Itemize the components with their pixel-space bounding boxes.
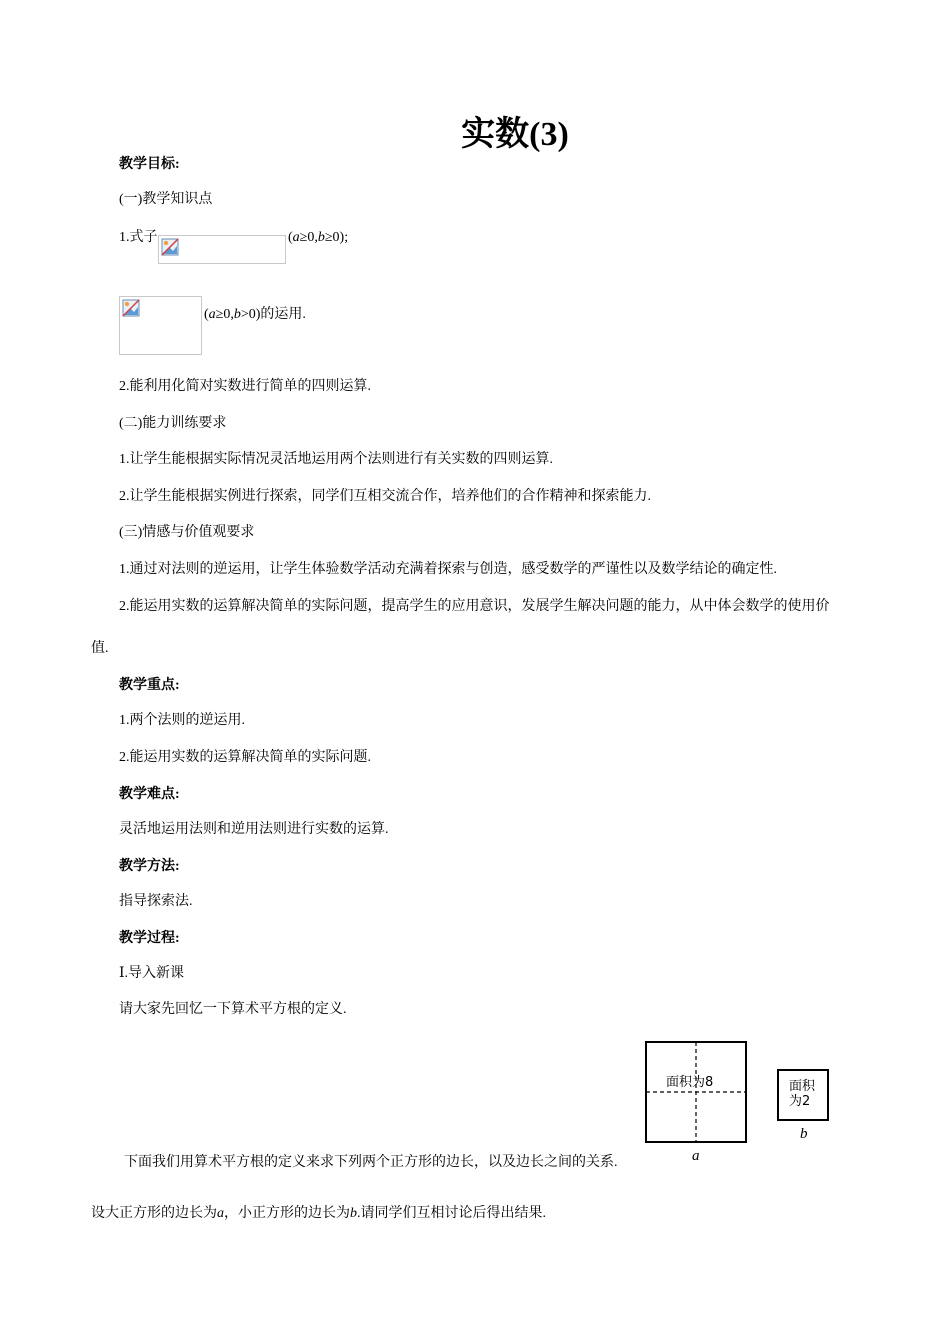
small-square-label-1: 面积 [789,1079,816,1094]
page-title: 实数(3) [461,116,569,153]
formula-image-2 [119,296,202,355]
method-1: 指导探索法. [119,894,193,909]
formula-image-1 [158,235,286,264]
broken-image-icon [122,299,140,317]
k2-text: 2.能利用化简对实数进行简单的四则运算. [119,379,371,394]
ability-2: 2.让学生能根据实例进行探索，同学们互相交流合作，培养他们的合作精神和探索能力. [119,489,651,504]
emotion-2-line2: 值. [91,641,109,656]
difficulty-heading: 教学难点: [119,787,180,802]
k1-condition: (a≥0,b≥0); [288,230,349,245]
broken-image-icon [161,238,179,256]
key-heading: 教学重点: [119,678,180,693]
emotion-2-line1: 2.能运用实数的运算解决简单的实际问题，提高学生的应用意识，发展学生解决问题的能力，从中体会数学的使用价 [119,599,830,614]
process-heading: 教学过程: [119,931,180,946]
process-1: Ⅰ.导入新课 [119,966,185,981]
k1-prefix: 1.式子 [119,230,158,245]
key-1: 1.两个法则的逆运用. [119,713,245,728]
squares-figure [640,1036,840,1166]
big-square-side-label: a [692,1148,700,1164]
process-3: 下面我们用算术平方根的定义来求下列两个正方形的边长，以及边长之间的关系. [124,1155,618,1170]
key-2: 2.能运用实数的运算解决简单的实际问题. [119,750,371,765]
knowledge-heading: (一)教学知识点 [119,192,213,207]
small-square-side-label: b [800,1126,808,1142]
big-square-label: 面积为8 [666,1075,714,1090]
emotion-heading: (三)情感与价值观要求 [119,525,255,540]
k1b-condition: (a≥0,b>0)的运用. [204,307,306,322]
small-square-label-2: 为2 [789,1094,811,1109]
goals-heading: 教学目标: [119,157,180,172]
process-4: 设大正方形的边长为a，小正方形的边长为b.请同学们互相讨论后得出结果. [91,1206,546,1221]
ability-heading: (二)能力训练要求 [119,416,227,431]
emotion-1: 1.通过对法则的逆运用，让学生体验数学活动充满着探索与创造，感受数学的严谨性以及数学结论的确定性. [119,562,777,577]
method-heading: 教学方法: [119,859,180,874]
difficulty-1: 灵活地运用法则和逆用法则进行实数的运算. [119,822,389,837]
ability-1: 1.让学生能根据实际情况灵活地运用两个法则进行有关实数的四则运算. [119,452,553,467]
process-2: 请大家先回忆一下算术平方根的定义. [119,1002,347,1017]
